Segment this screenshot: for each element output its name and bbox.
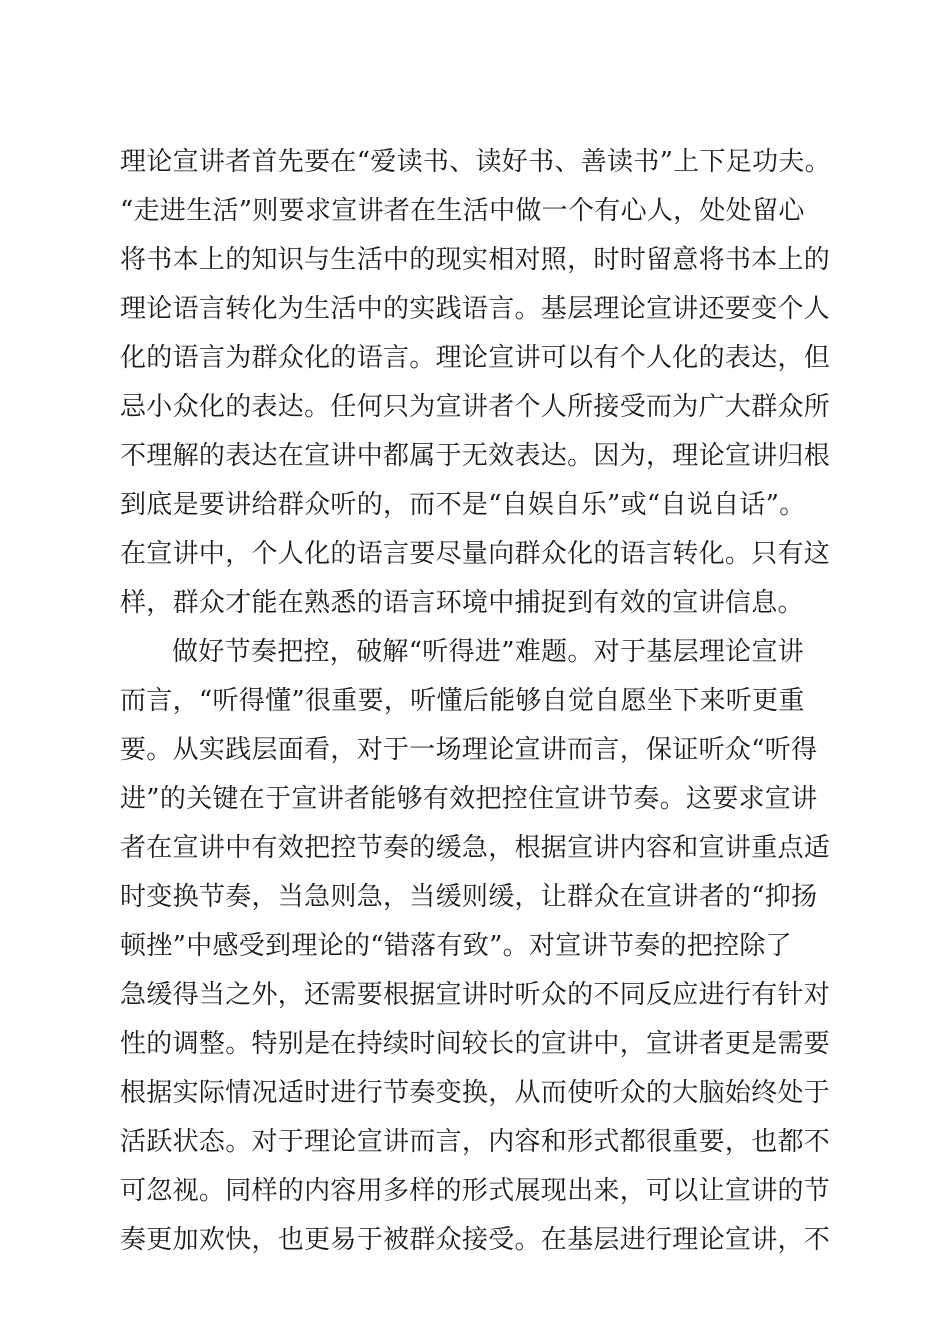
paragraph-heading-line: 做好节奏把控，破解“听得进”难题。对于基层理论宣讲 <box>172 637 805 667</box>
text-line-6: 忌小众化的表达。任何只为宣讲者个人所接受而为广大群众所 <box>120 392 831 422</box>
text-line-1: 理论宣讲者首先要在“爱读书、读好书、善读书”上下足功夫。 <box>120 147 831 177</box>
text-line-3: 将书本上的知识与生活中的现实相对照，时时留意将书本上的 <box>120 245 831 275</box>
text-line-12: 而言，“听得懂”很重要，听懂后能够自觉自愿坐下来听更重 <box>120 686 805 716</box>
text-line-16: 时变换节奏，当急则急，当缓则缓，让群众在宣讲者的“抑扬 <box>120 882 818 912</box>
text-line-23: 奏更加欢快，也更易于被群众接受。在基层进行理论宣讲，不 <box>120 1225 831 1255</box>
text-line-14: 进”的关键在于宣讲者能够有效把控住宣讲节奏。这要求宣讲 <box>120 784 818 814</box>
text-line-2: “走进生活”则要求宣讲者在生活中做一个有心人，处处留心 <box>120 196 805 226</box>
text-line-4: 理论语言转化为生活中的实践语言。基层理论宣讲还要变个人 <box>120 294 831 324</box>
text-line-15: 者在宣讲中有效把控节奏的缓急，根据宣讲内容和宣讲重点适 <box>120 833 831 863</box>
text-line-17: 顿挫”中感受到理论的“错落有致”。对宣讲节奏的把控除了 <box>120 931 792 961</box>
text-line-21: 活跃状态。对于理论宣讲而言，内容和形式都很重要，也都不 <box>120 1127 831 1157</box>
text-line-5: 化的语言为群众化的语言。理论宣讲可以有个人化的表达，但 <box>120 343 831 373</box>
text-line-13: 要。从实践层面看，对于一场理论宣讲而言，保证听众“听得 <box>120 735 818 765</box>
text-line-19: 性的调整。特别是在持续时间较长的宣讲中，宣讲者更是需要 <box>120 1029 831 1059</box>
text-line-9: 在宣讲中，个人化的语言要尽量向群众化的语言转化。只有这 <box>120 539 831 569</box>
text-line-20: 根据实际情况适时进行节奏变换，从而使听众的大脑始终处于 <box>120 1078 831 1108</box>
body-text <box>120 138 840 1265</box>
text-line-8: 到底是要讲给群众听的，而不是“自娱自乐”或“自说自话”。 <box>120 490 806 520</box>
text-line-7: 不理解的表达在宣讲中都属于无效表达。因为，理论宣讲归根 <box>120 441 831 471</box>
text-line-18: 急缓得当之外，还需要根据宣讲时听众的不同反应进行有针对 <box>120 980 831 1010</box>
text-line-22: 可忽视。同样的内容用多样的形式展现出来，可以让宣讲的节 <box>120 1176 831 1206</box>
text-line-10: 样，群众才能在熟悉的语言环境中捕捉到有效的宣讲信息。 <box>120 588 804 618</box>
